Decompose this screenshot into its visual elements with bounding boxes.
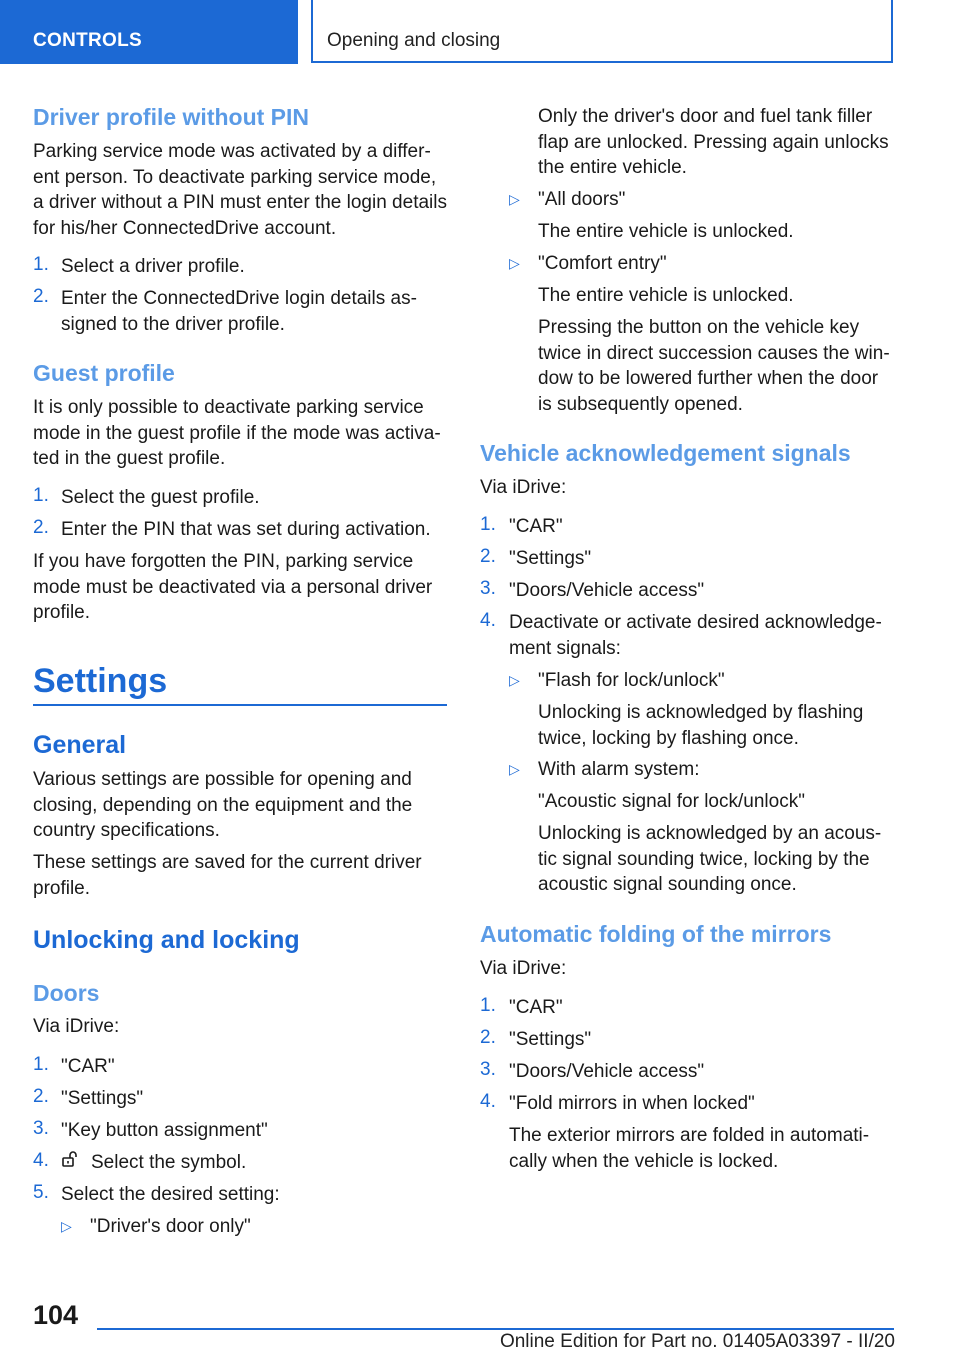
- text-line: ent person. To deactivate parking service mode,: [33, 166, 437, 188]
- list-item: Select a driver profile.: [61, 256, 245, 277]
- text-line: mode in the guest profile if the mode was activa-: [33, 422, 441, 444]
- via-idrive: Via iDrive:: [480, 958, 567, 979]
- text-line: flap are unlocked. Pressing again unlocks: [538, 131, 889, 153]
- text-line: ment signals:: [509, 637, 621, 659]
- text-line: twice, locking by flashing once.: [538, 727, 799, 749]
- text-line: is subsequently opened.: [538, 393, 743, 415]
- footer-rule: [97, 1328, 894, 1330]
- section-title: CONTROLS: [33, 30, 143, 51]
- text-line: Unlocking is acknowledged by flashing: [538, 702, 864, 723]
- bullet-item: "All doors": [538, 189, 626, 210]
- list-number: 1.: [33, 1054, 49, 1075]
- list-item: [61, 286, 417, 337]
- list-number: 2.: [480, 1027, 496, 1048]
- text-line: Parking service mode was activated by a differ-: [33, 141, 431, 162]
- list-item: Select the guest profile.: [61, 487, 260, 508]
- list-number: 4.: [480, 610, 496, 631]
- list-number: 1.: [33, 254, 49, 275]
- list-item: Enter the PIN that was set during activation.: [61, 519, 431, 540]
- list-item: "Settings": [509, 1029, 592, 1050]
- list-item: "Doors/Vehicle access": [509, 1061, 705, 1082]
- list-number: 4.: [480, 1091, 496, 1112]
- list-item: "Settings": [509, 548, 592, 569]
- text-line: It is only possible to deactivate parking service: [33, 397, 424, 418]
- text-line: signed to the driver profile.: [61, 313, 285, 335]
- paragraph-guest-profile: [33, 395, 441, 472]
- text-line: dow to be lowered further when the door: [538, 368, 879, 389]
- text-line: tic signal sounding twice, locking by the: [538, 848, 870, 870]
- paragraph-mirrors: [509, 1123, 869, 1174]
- bullet-triangle-icon: ▷: [509, 672, 520, 688]
- list-item: "CAR": [509, 516, 563, 537]
- heading-guest-profile: Guest profile: [33, 360, 175, 386]
- text-line: twice in direct succession causes the win-: [538, 342, 890, 364]
- bullet-desc-paragraph: [538, 315, 890, 417]
- text-line: cally when the vehicle is locked.: [509, 1150, 779, 1172]
- via-idrive: Via iDrive:: [33, 1016, 120, 1037]
- text-line: acoustic signal sounding once.: [538, 874, 797, 895]
- bullet-sub: "Acoustic signal for lock/unlock": [538, 791, 805, 812]
- text-line: profile.: [33, 602, 91, 623]
- bullet-triangle-icon: ▷: [509, 255, 520, 271]
- bullet-triangle-icon: ▷: [509, 191, 520, 207]
- paragraph-driver-profile: [33, 139, 447, 241]
- heading-settings: Settings: [33, 662, 168, 700]
- heading-general: General: [33, 731, 127, 759]
- list-number: 3.: [480, 578, 496, 599]
- list-item: "CAR": [61, 1056, 115, 1077]
- section-rule: [33, 704, 447, 706]
- list-item: "Key button assignment": [61, 1120, 268, 1141]
- chapter-title: Opening and closing: [327, 30, 501, 51]
- text-line: Only the driver's door and fuel tank filler: [538, 106, 873, 127]
- bullet-item: "Driver's door only": [90, 1216, 251, 1237]
- paragraph-forgot-pin: [33, 549, 432, 626]
- list-number: 5.: [33, 1182, 49, 1203]
- text-line: mode must be deactivated via a personal driver: [33, 576, 433, 598]
- list-item: Select the symbol.: [91, 1152, 247, 1173]
- text-line: These settings are saved for the current driver: [33, 852, 422, 873]
- text-line: Deactivate or activate desired acknowledge-: [509, 612, 882, 633]
- via-idrive: Via iDrive:: [480, 477, 567, 498]
- heading-mirrors: Automatic folding of the mirrors: [480, 921, 832, 947]
- heading-acknowledgement: Vehicle acknowledgement signals: [480, 440, 851, 466]
- text-line: a driver without a PIN must enter the login details: [33, 192, 447, 213]
- heading-doors: Doors: [33, 980, 100, 1006]
- heading-driver-profile: Driver profile without PIN: [33, 104, 310, 130]
- list-item: "Fold mirrors in when locked": [509, 1093, 755, 1114]
- text-line: for his/her ConnectedDrive account.: [33, 217, 337, 239]
- text-line: If you have forgotten the PIN, parking service: [33, 551, 414, 572]
- list-number: 1.: [480, 514, 496, 535]
- bullet-desc: [538, 700, 863, 751]
- list-number: 2.: [33, 1086, 49, 1107]
- list-number: 1.: [33, 485, 49, 506]
- bullet-triangle-icon: ▷: [509, 761, 520, 777]
- list-item: "CAR": [509, 997, 563, 1018]
- text-line: the entire vehicle.: [538, 157, 687, 178]
- chapter-tab: [311, 0, 893, 63]
- list-item: "Settings": [61, 1088, 144, 1109]
- heading-unlocking-locking: Unlocking and locking: [33, 926, 300, 954]
- unlock-key-icon: [61, 1150, 79, 1171]
- text-line: country specifications.: [33, 820, 220, 841]
- list-number: 1.: [480, 995, 496, 1016]
- page-number: 104: [33, 1300, 79, 1330]
- list-number: 3.: [480, 1059, 496, 1080]
- text-line: The exterior mirrors are folded in automati-: [509, 1125, 870, 1146]
- bullet-item: "Comfort entry": [538, 253, 667, 274]
- bullet-desc: [538, 821, 881, 898]
- list-number: 4.: [33, 1150, 49, 1171]
- text-line: profile.: [33, 877, 91, 899]
- list-number: 3.: [33, 1118, 49, 1139]
- paragraph-general: [33, 767, 412, 844]
- list-item: Select the desired setting:: [61, 1184, 280, 1205]
- edition-note: Online Edition for Part no. 01405A03397 - II/20: [499, 1331, 895, 1352]
- bullet-desc: The entire vehicle is unlocked.: [538, 285, 794, 306]
- text-line: Enter the ConnectedDrive login details as-: [61, 288, 417, 309]
- list-item: "Doors/Vehicle access": [509, 580, 705, 601]
- text-line: ted in the guest profile.: [33, 448, 226, 469]
- bullet-item: "Flash for lock/unlock": [538, 670, 725, 691]
- bullet-triangle-icon: ▷: [61, 1218, 72, 1234]
- list-number: 2.: [480, 546, 496, 567]
- paragraph-general-2: [33, 850, 422, 901]
- section-tab: [0, 0, 298, 64]
- list-number: 2.: [33, 286, 49, 307]
- bullet-desc: The entire vehicle is unlocked.: [538, 221, 794, 242]
- text-line: Various settings are possible for opening and: [33, 769, 412, 790]
- text-line: Unlocking is acknowledged by an acous-: [538, 823, 882, 844]
- bullet-item: With alarm system:: [538, 759, 700, 780]
- text-line: closing, depending on the equipment and the: [33, 794, 413, 816]
- text-line: Pressing the button on the vehicle key: [538, 317, 860, 338]
- paragraph-drivers-door: [538, 104, 889, 181]
- list-item: [509, 610, 882, 661]
- list-number: 2.: [33, 517, 49, 538]
